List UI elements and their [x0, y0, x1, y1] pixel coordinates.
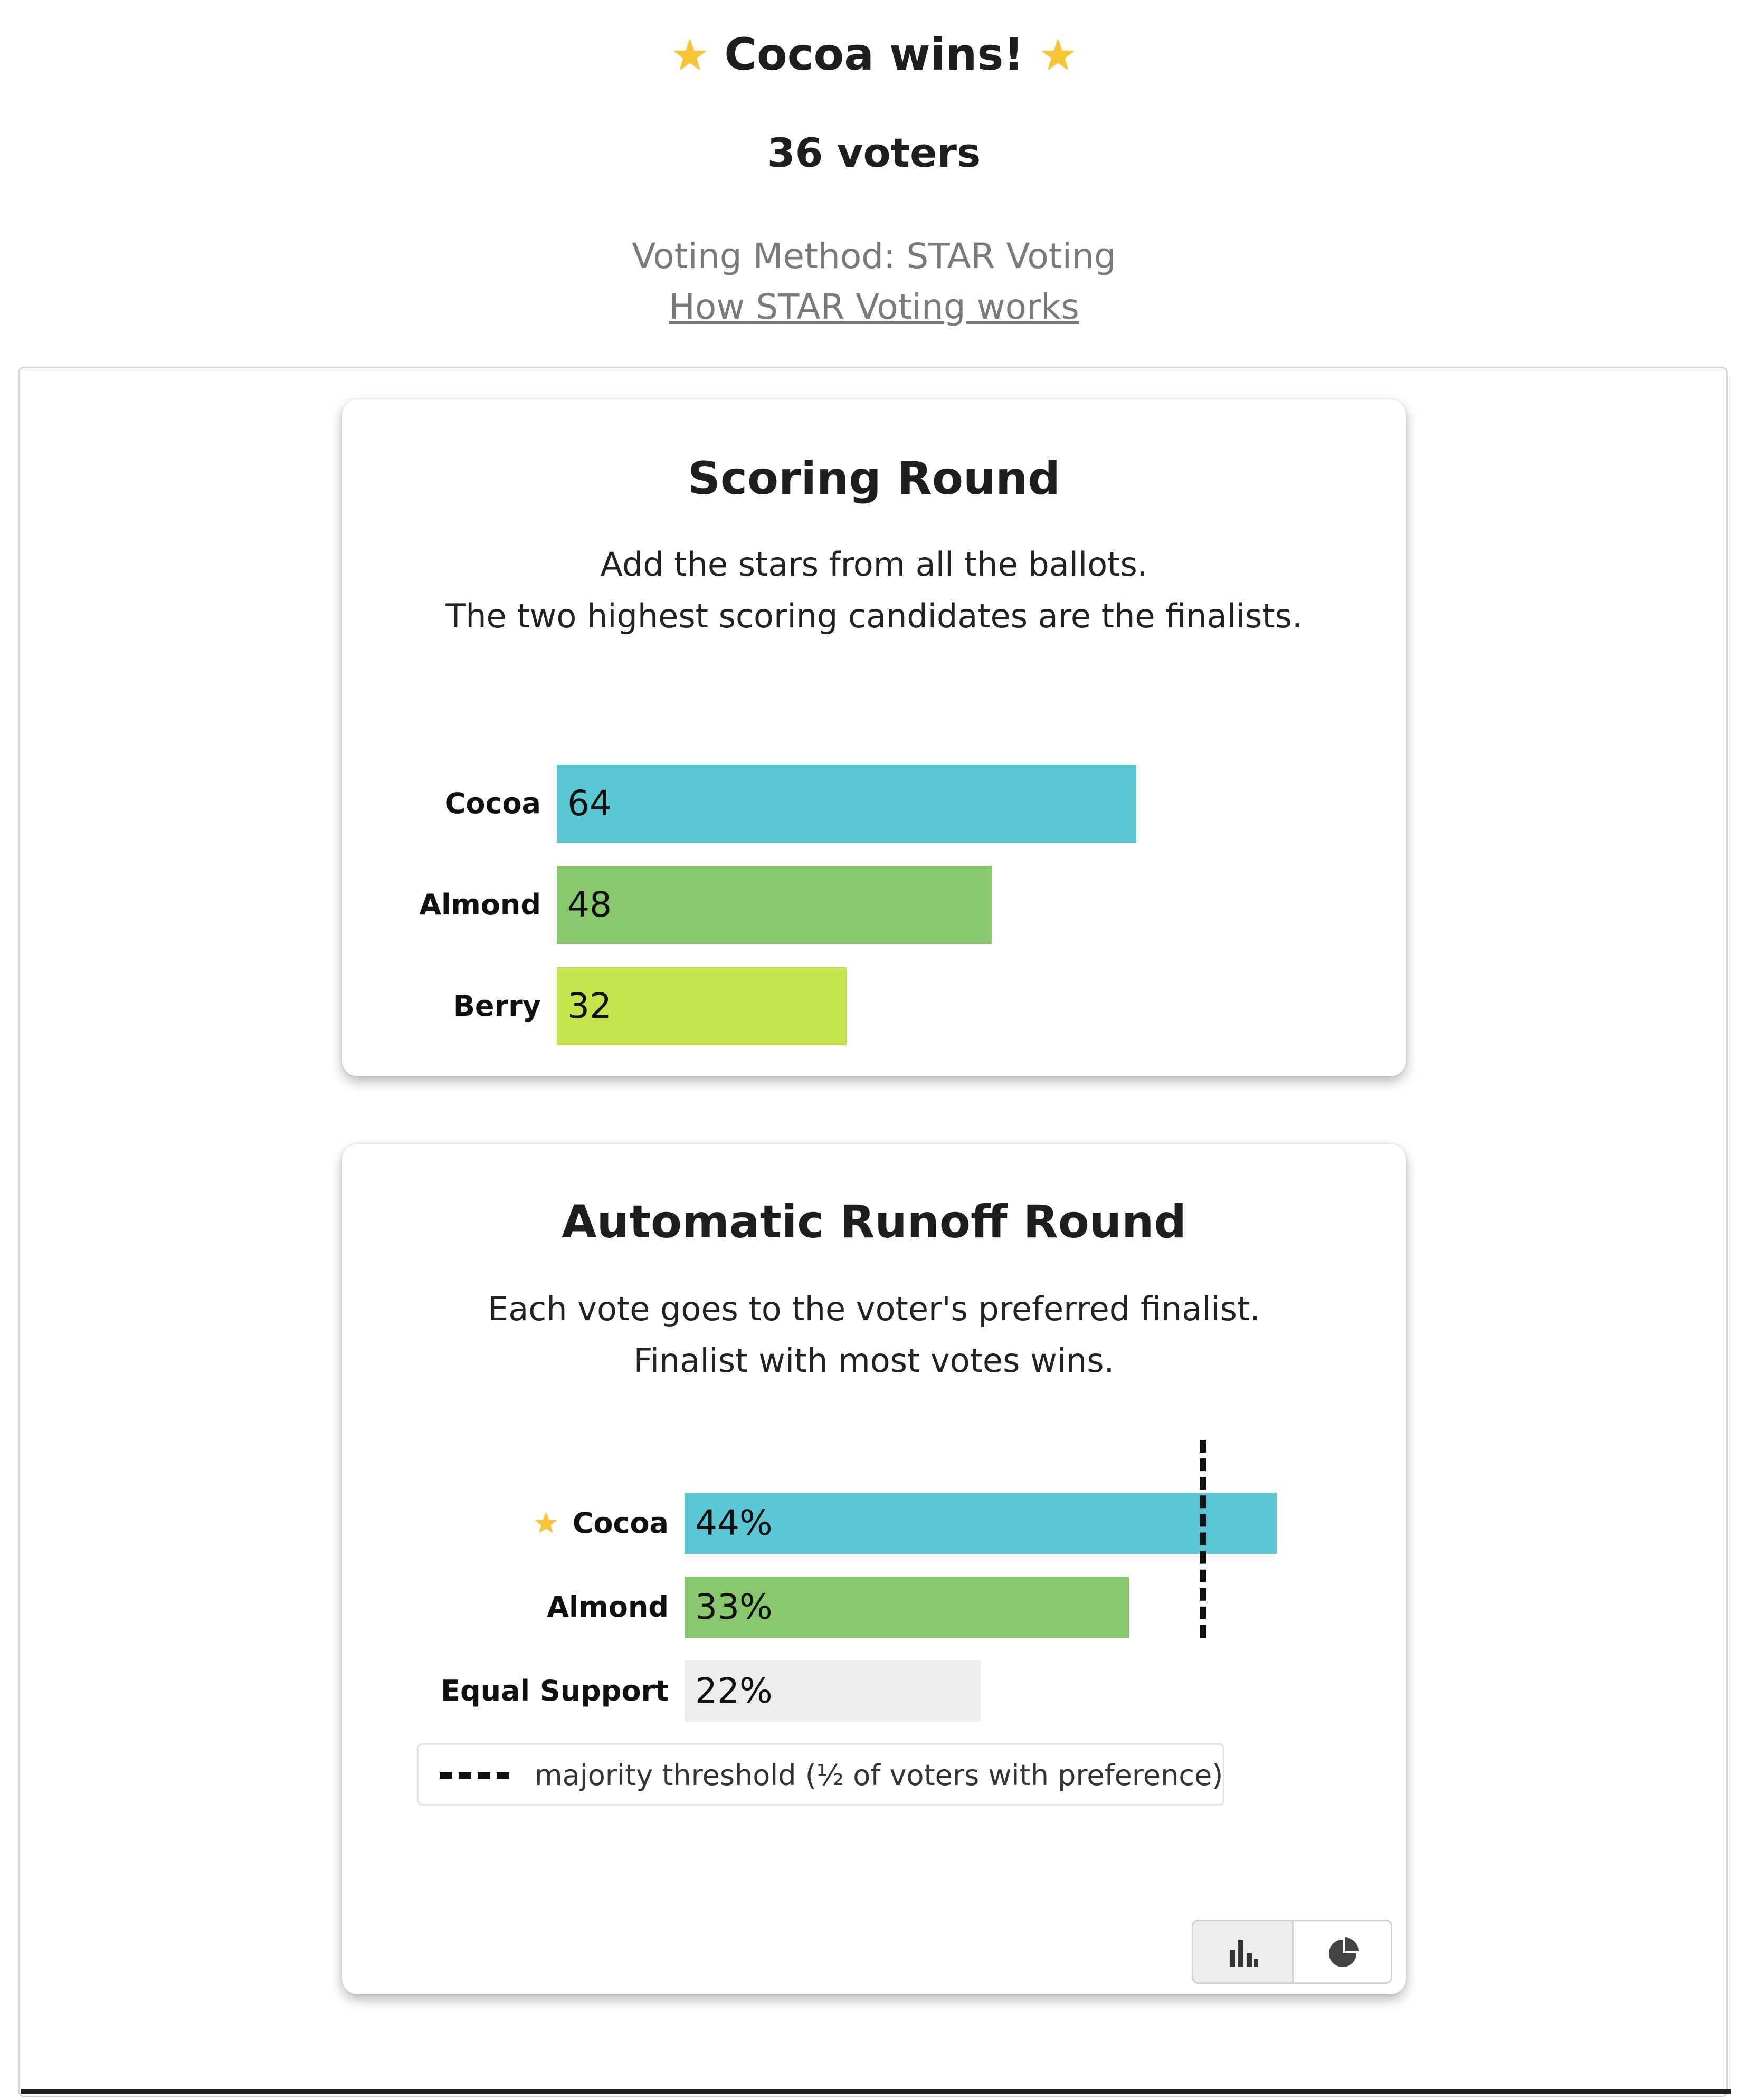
bar-cocoa — [685, 1493, 1277, 1554]
star-icon: ★ — [671, 31, 709, 80]
runoff-round-card — [342, 1144, 1406, 1994]
bar-label-almond — [342, 1577, 669, 1638]
pie-chart-icon — [1327, 1937, 1358, 1969]
scoring-round-card — [342, 399, 1406, 1076]
bar-almond — [557, 866, 992, 944]
scoring-round-title: Scoring Round — [688, 452, 1060, 505]
winner-title-text: Cocoa wins! — [724, 28, 1024, 80]
majority-threshold-legend — [417, 1743, 1224, 1806]
bottom-rule — [21, 2089, 1731, 2094]
chart-view-toggle — [1192, 1920, 1392, 1984]
bar-label-text: Cocoa — [444, 787, 541, 820]
scoring-round-desc-line1: Add the stars from all the ballots. — [600, 545, 1148, 584]
how-star-voting-works-link-wrap — [0, 282, 1748, 332]
bar-value-label: 48 — [567, 884, 612, 925]
voter-count: 36 voters — [767, 129, 981, 176]
star-icon: ★ — [1039, 31, 1077, 80]
star-icon: ★ — [533, 1506, 559, 1540]
bar-almond — [685, 1577, 1129, 1638]
majority-threshold-legend-label: majority threshold (½ of voters with preference) — [535, 1759, 1223, 1792]
bar-value-label: 32 — [567, 986, 612, 1026]
bar-label-text: Berry — [453, 989, 541, 1023]
bar-label-cocoa — [342, 765, 541, 843]
runoff-round-title: Automatic Runoff Round — [562, 1196, 1186, 1248]
bar-chart-view-button[interactable] — [1193, 1921, 1294, 1982]
dashed-line-icon — [440, 1772, 509, 1779]
bar-label-text: Almond — [547, 1590, 669, 1624]
majority-threshold-line — [1200, 1440, 1206, 1638]
bar-cocoa — [557, 765, 1136, 843]
bar-value-label: 64 — [567, 783, 612, 824]
winner-title — [0, 25, 1748, 83]
bar-label-text: Almond — [419, 888, 541, 921]
bar-label-text: Equal Support — [441, 1674, 669, 1707]
bar-chart-icon — [1228, 1937, 1259, 1969]
runoff-round-desc-line2: Finalist with most votes wins. — [633, 1341, 1115, 1380]
runoff-round-desc-line1: Each vote goes to the voter's preferred finalist. — [488, 1290, 1260, 1328]
bar-label-berry — [342, 967, 541, 1045]
scoring-round-desc-line2: The two highest scoring candidates are the finalists. — [445, 597, 1303, 635]
bar-label-equal-support — [342, 1660, 669, 1722]
bar-value-label: 44% — [695, 1503, 773, 1543]
voting-method: Voting Method: STAR Voting — [632, 236, 1116, 276]
bar-equal-support — [685, 1660, 981, 1722]
bar-label-text: Cocoa — [572, 1506, 669, 1540]
how-star-voting-works-link[interactable]: How STAR Voting works — [669, 287, 1079, 327]
bar-label-almond — [342, 866, 541, 944]
bar-berry — [557, 967, 847, 1045]
pie-chart-view-button[interactable] — [1294, 1921, 1392, 1982]
bar-value-label: 33% — [695, 1587, 773, 1627]
bar-value-label: 22% — [695, 1671, 773, 1711]
bar-label-cocoa — [342, 1493, 669, 1554]
